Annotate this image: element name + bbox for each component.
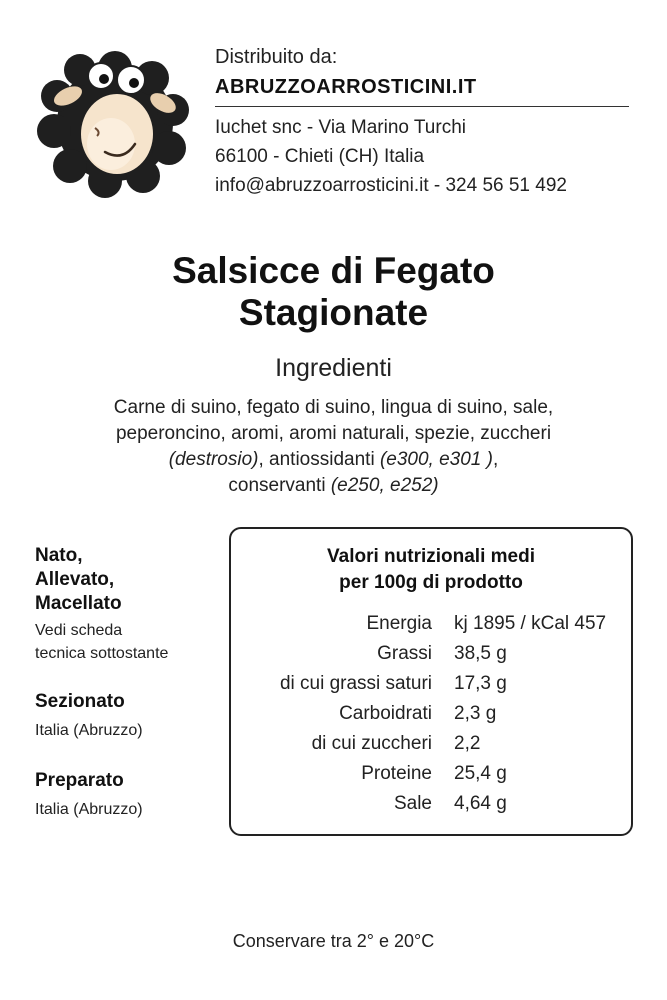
origin-born-value-line-1: Vedi scheda	[35, 622, 123, 639]
nutrition-title	[229, 544, 633, 596]
ingredients-line-1: Carne di suino, fegato di suino, lingua di suino, sale,	[113, 397, 554, 418]
nutrition-label: Sale	[393, 793, 432, 814]
origin-born-line-3: Macellato	[35, 593, 122, 614]
storage-instructions: Conservare tra 2° e 20°C	[232, 931, 435, 951]
nutrition-value: 2,3 g	[454, 703, 497, 724]
header-divider	[215, 106, 629, 107]
nutrition-label: Proteine	[361, 763, 432, 784]
ingredients-line-3	[40, 447, 627, 473]
nutrition-value: 38,5 g	[454, 643, 507, 664]
nutrition-title-line-2: per 100g di prodotto	[339, 572, 523, 593]
nutrition-label: di cui grassi saturi	[279, 673, 432, 694]
nutrition-title-line-1: Valori nutrizionali medi	[327, 546, 535, 567]
nutrition-row	[229, 703, 633, 733]
contact-line: info@abruzzoarrosticini.it - 324 56 51 492	[215, 175, 567, 196]
nutrition-value: kj 1895 / kCal 457	[454, 613, 607, 634]
ingredients-preservatives-label: conservanti	[228, 475, 331, 496]
origin-born-value-line-2: tecnica sottostante	[35, 645, 169, 662]
ingredients-antioxidants-label: , antiossidanti	[258, 449, 380, 470]
nutrition-value: 2,2	[454, 733, 481, 754]
address-line-1: Iuchet snc - Via Marino Turchi	[215, 117, 466, 138]
sheep-mascot-icon	[35, 48, 195, 198]
nutrition-label: di cui zuccheri	[311, 733, 432, 754]
distributed-by-label: Distribuito da:	[215, 46, 338, 68]
origin-cut-value: Italia (Abruzzo)	[35, 722, 143, 739]
nutrition-row	[229, 673, 633, 703]
origin-born-line-2: Allevato,	[35, 569, 115, 590]
origin-born-label	[35, 544, 122, 616]
address-line-2: 66100 - Chieti (CH) Italia	[215, 146, 425, 167]
nutrition-row	[229, 613, 633, 643]
nutrition-label: Carboidrati	[339, 703, 432, 724]
ingredients-line-2: peperoncino, aromi, aromi naturali, spezie, zuccheri	[115, 423, 552, 444]
nutrition-label: Grassi	[377, 643, 432, 664]
nutrition-value: 25,4 g	[454, 763, 507, 784]
product-title-line-1: Salsicce di Fegato	[172, 250, 495, 291]
ingredients-preservatives-codes: (e250, e252)	[330, 475, 439, 496]
nutrition-row	[229, 793, 633, 823]
nutrition-value: 4,64 g	[454, 793, 507, 814]
origin-born-line-1: Nato,	[35, 545, 83, 566]
origin-prepared-value: Italia (Abruzzo)	[35, 801, 143, 818]
nutrition-value: 17,3 g	[454, 673, 507, 694]
nutrition-row	[229, 643, 633, 673]
ingredients-text	[40, 395, 627, 499]
distributor-name: ABRUZZOARROSTICINI.IT	[215, 76, 477, 98]
ingredients-line-4	[40, 473, 627, 499]
product-title-line-2: Stagionate	[238, 292, 429, 333]
origin-born-value	[35, 619, 168, 665]
nutrition-label: Energia	[366, 613, 432, 634]
origin-prepared-label: Preparato	[35, 770, 124, 791]
ingredients-heading: Ingredienti	[275, 354, 392, 382]
ingredients-antioxidants-codes: (e300, e301 )	[379, 449, 493, 470]
ingredients-destrosio: (destrosio)	[168, 449, 259, 470]
nutrition-row	[229, 733, 633, 763]
ingredients-comma: ,	[492, 449, 499, 470]
nutrition-row	[229, 763, 633, 793]
origin-cut-label: Sezionato	[35, 691, 125, 712]
